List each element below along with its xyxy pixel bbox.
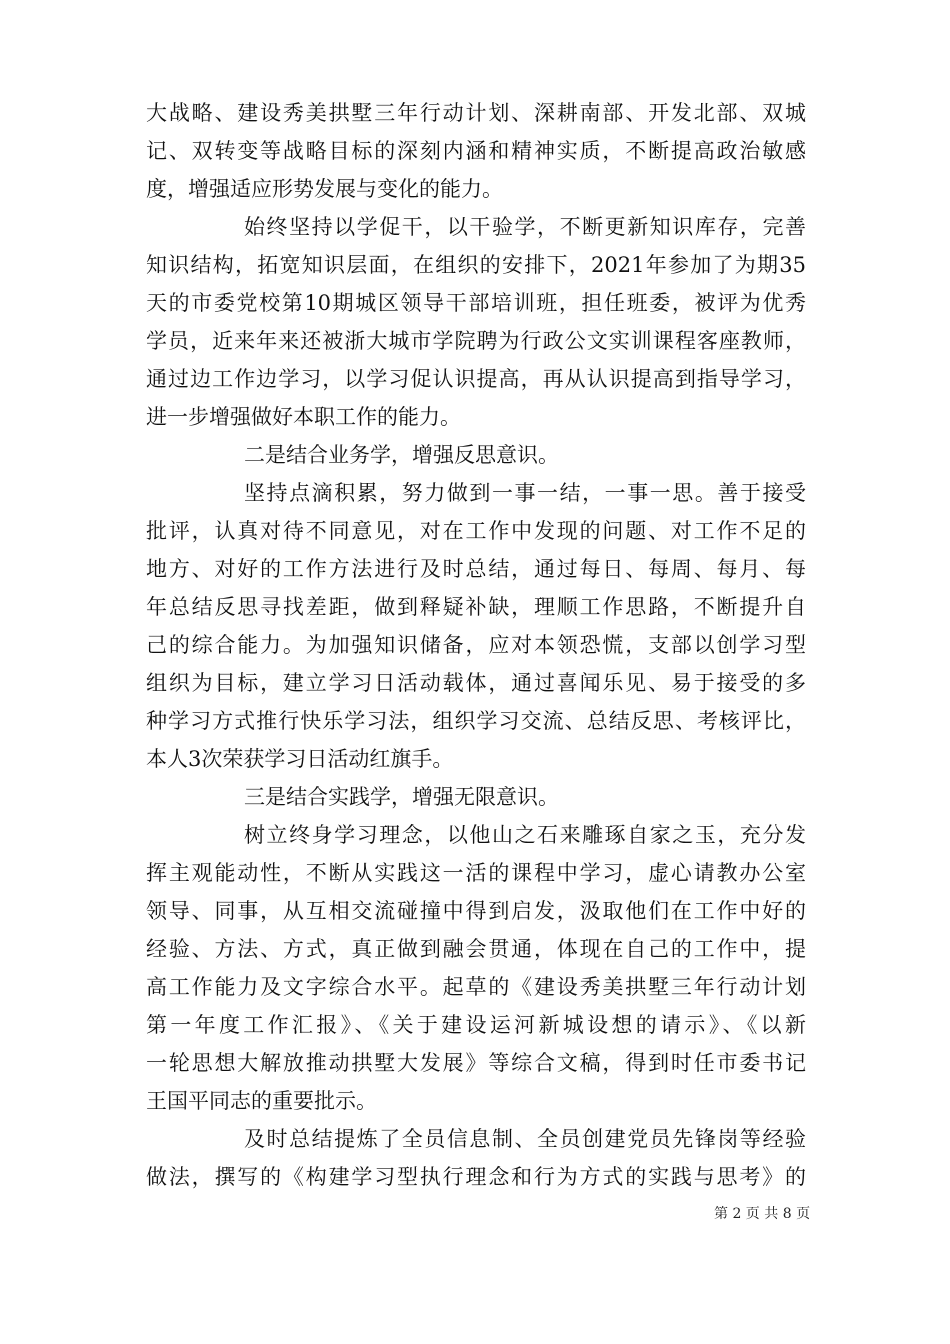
text-line: 批评，认真对待不同意见，对在工作中发现的问题、对工作不足的 <box>146 519 806 543</box>
text-line: 通过边工作边学习，以学习促认识提高，再从认识提高到指导学习， <box>146 367 806 391</box>
text-line: 一轮思想大解放推动拱墅大发展》等综合文稿，得到时任市委书记 <box>146 1051 806 1075</box>
paragraph-first-line: 树立终身学习理念，以他山之石来雕琢自家之玉，充分发 <box>244 823 806 847</box>
text-line: 高工作能力及文字综合水平。起草的《建设秀美拱墅三年行动计划 <box>146 975 806 999</box>
text-line: 经验、方法、方式，真正做到融会贯通，体现在自己的工作中，提 <box>146 937 806 961</box>
text-line: 知识结构，拓宽知识层面，在组织的安排下，2021年参加了为期35 <box>146 253 806 277</box>
text-line: 做法，撰写的《构建学习型执行理念和行为方式的实践与思考》的 <box>146 1165 806 1189</box>
section-heading: 二是结合业务学，增强反思意识。 <box>244 443 559 467</box>
paragraph-first-line: 及时总结提炼了全员信息制、全员创建党员先锋岗等经验 <box>244 1127 806 1151</box>
text-line: 记、双转变等战略目标的深刻内涵和精神实质，不断提高政治敏感 <box>146 139 806 163</box>
text-line: 大战略、建设秀美拱墅三年行动计划、深耕南部、开发北部、双城 <box>146 101 806 125</box>
text-line: 己的综合能力。为加强知识储备，应对本领恐慌，支部以创学习型 <box>146 633 806 657</box>
text-line: 本人3次荣获学习日活动红旗手。 <box>146 747 454 771</box>
text-line: 天的市委党校第10期城区领导干部培训班，担任班委，被评为优秀 <box>146 291 806 315</box>
text-line: 度，增强适应形势发展与变化的能力。 <box>146 177 503 201</box>
text-line: 学员，近来年来还被浙大城市学院聘为行政公文实训课程客座教师， <box>146 329 806 353</box>
text-line: 挥主观能动性，不断从实践这一活的课程中学习，虚心请教办公室 <box>146 861 806 885</box>
text-line: 组织为目标，建立学习日活动载体，通过喜闻乐见、易于接受的多 <box>146 671 806 695</box>
text-line: 王国平同志的重要批示。 <box>146 1089 377 1113</box>
text-line: 进一步增强做好本职工作的能力。 <box>146 405 461 429</box>
paragraph-first-line: 始终坚持以学促干，以干验学，不断更新知识库存，完善 <box>244 215 806 239</box>
text-line: 领导、同事，从互相交流碰撞中得到启发，汲取他们在工作中好的 <box>146 899 806 923</box>
text-line: 第一年度工作汇报》、《关于建设运河新城设想的请示》、《以新 <box>146 1013 806 1037</box>
page-number: 第 2 页 共 8 页 <box>714 1206 811 1222</box>
text-line: 地方、对好的工作方法进行及时总结，通过每日、每周、每月、每 <box>146 557 806 581</box>
text-line: 种学习方式推行快乐学习法，组织学习交流、总结反思、考核评比， <box>146 709 806 733</box>
section-heading: 三是结合实践学，增强无限意识。 <box>244 785 559 809</box>
paragraph-first-line: 坚持点滴积累，努力做到一事一结，一事一思。善于接受 <box>244 481 806 505</box>
text-line: 年总结反思寻找差距，做到释疑补缺，理顺工作思路，不断提升自 <box>146 595 806 619</box>
